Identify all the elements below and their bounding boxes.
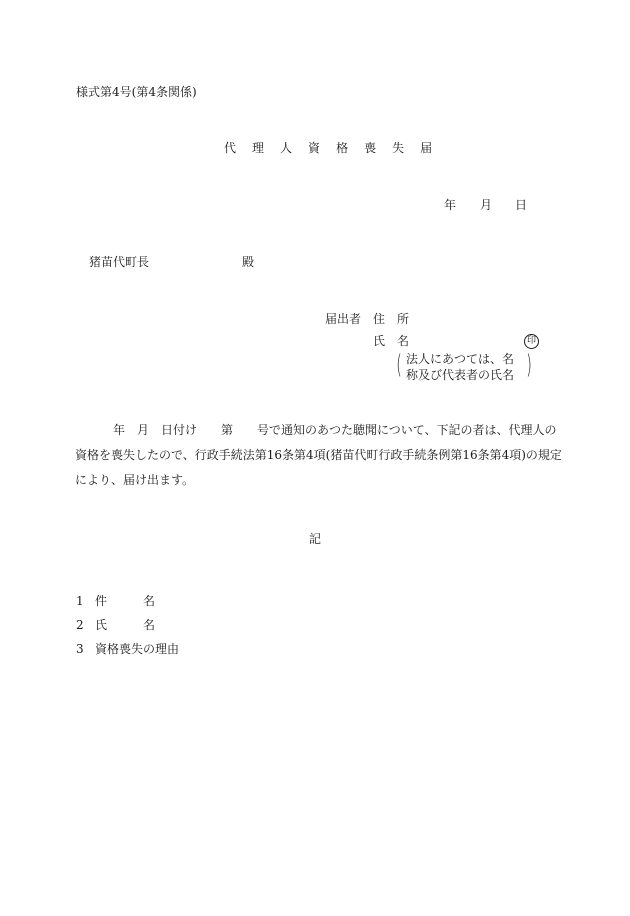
item-label: 氏 名 bbox=[95, 618, 156, 632]
title-char: 失 bbox=[392, 141, 405, 155]
title-char: 代 bbox=[224, 141, 237, 155]
date-year: 年 bbox=[444, 198, 457, 212]
item-label: 件 名 bbox=[95, 594, 156, 608]
left-paren: ( bbox=[396, 350, 402, 380]
address-label: 住 所 bbox=[373, 312, 410, 326]
item-number: 2 bbox=[76, 618, 84, 632]
body-line-2: 資格を喪失したので、行政手続法第16条第4項(猪苗代町行政手続条例第16条第4項)の規定 bbox=[75, 448, 562, 462]
item-label: 資格喪失の理由 bbox=[95, 642, 180, 656]
corporate-note bbox=[398, 352, 530, 382]
title-char: 喪 bbox=[364, 141, 377, 155]
item-number: 1 bbox=[76, 594, 84, 608]
title-char: 届 bbox=[420, 141, 433, 155]
title-char: 理 bbox=[252, 141, 265, 155]
ki-heading: 記 bbox=[309, 532, 322, 546]
right-paren: ) bbox=[526, 350, 532, 380]
corporate-note-line1: 法人にあつては、名 bbox=[406, 352, 515, 366]
body-line-3: により、届け出ます。 bbox=[75, 473, 195, 487]
name-label: 氏 名 bbox=[373, 334, 410, 348]
title-char: 格 bbox=[336, 141, 349, 155]
document-title bbox=[224, 142, 432, 154]
addressee-honorific: 殿 bbox=[242, 255, 255, 269]
item-number: 3 bbox=[76, 642, 84, 656]
addressee-name: 猪苗代町長 bbox=[89, 255, 150, 269]
form-number: 様式第4号(第4条関係) bbox=[76, 85, 197, 99]
corporate-note-line2: 称及び代表者の氏名 bbox=[406, 368, 515, 382]
title-char: 資 bbox=[308, 141, 321, 155]
title-char: 人 bbox=[280, 141, 293, 155]
seal-mark: 印 bbox=[524, 334, 539, 349]
body-line-1: 年 月 日付け 第 号で通知のあつた聴聞について、下記の者は、代理人の bbox=[113, 423, 557, 437]
applicant-label: 届出者 bbox=[325, 312, 362, 326]
date-month: 月 bbox=[480, 198, 493, 212]
date-day: 日 bbox=[515, 198, 528, 212]
